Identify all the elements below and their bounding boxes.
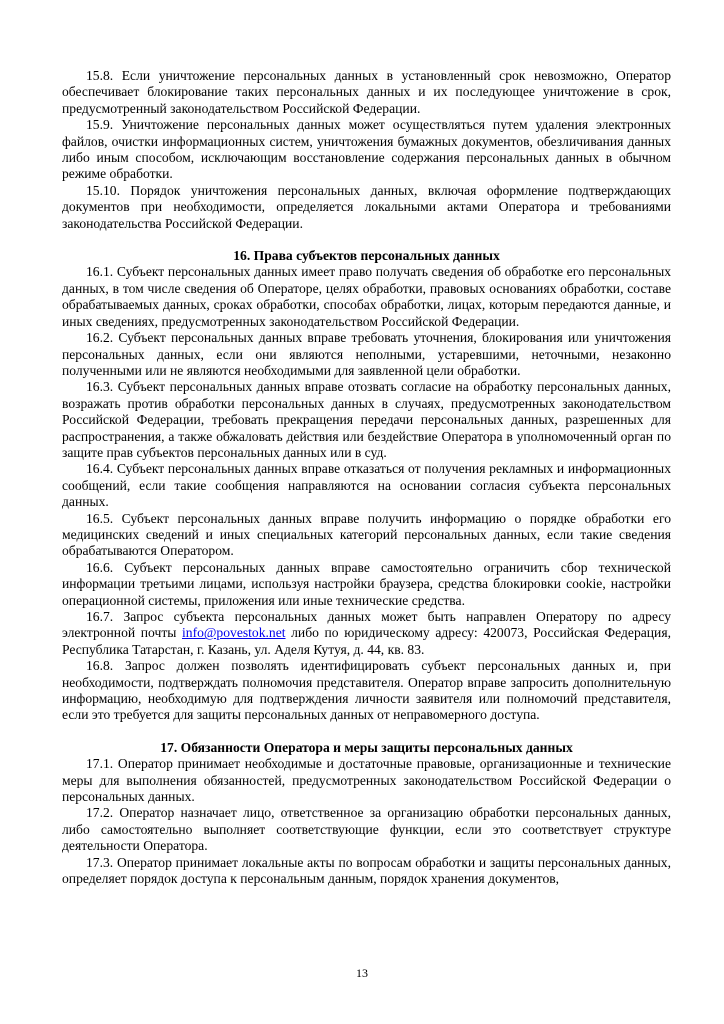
paragraph-16-6: 16.6. Субъект персональных данных вправе самостоятельно ограничить сбор технической информации третьими лицами, используя настройки браузера, средства блокировки cookie, настройки операционной системы, приложения или иные технические средства. (62, 559, 671, 608)
paragraph-17-1: 17.1. Оператор принимает необходимые и достаточные правовые, организационные и технические меры для выполнения обязанностей, предусмотренных законодательством Российской Федерации о персональных данных. (62, 756, 671, 805)
paragraph-16-5: 16.5. Субъект персональных данных вправе получить информацию о порядке обработки его медицинских сведений и иных специальных категорий персональных данных, если такие сведения обрабатываются Оператором. (62, 510, 671, 559)
paragraph-15-9: 15.9. Уничтожение персональных данных может осуществляться путем удаления электронных файлов, очистки информационных систем, уничтожения бумажных документов, обезличивания данных либо иным способом, исключающим восстановление содержания персональных данных в обычном режиме обработки. (62, 117, 671, 182)
section-gap (62, 232, 671, 248)
email-link[interactable]: info@povestok.net (182, 625, 286, 641)
page-number: 13 (356, 966, 368, 980)
paragraph-16-1: 16.1. Субъект персональных данных имеет право получать сведения об обработке его персональных данных, в том числе сведения об Операторе, целях обработки, правовых основаниях обработки, составе обрабатываемых данных, сроках обработки, способах обработки, лицах, которым передаются данные, и иных сведениях, предусмотренных законодательством Российской Федерации. (62, 264, 671, 329)
paragraph-16-2: 16.2. Субъект персональных данных вправе требовать уточнения, блокирования или уничтожения персональных данных, если они являются неполными, устаревшими, неточными, незаконно полученными или не являются необходимыми для заявленной цели обработки. (62, 330, 671, 378)
paragraph-17-2: 17.2. Оператор назначает лицо, ответственное за организацию обработки персональных данных, либо самостоятельно выполняет соответствующие функции, если это соответствует структуре деятельности Оператора. (62, 805, 671, 854)
paragraph-16-7 (62, 609, 671, 658)
paragraph-16-3: 16.3. Субъект персональных данных вправе отозвать согласие на обработку персональных данных, возражать против обработки персональных данных в случаях, предусмотренных законодательством Российской Федерации, требовать прекращения передачи персональных данных, разрешенных для распространения, а также обжаловать действия или бездействие Оператора в уполномоченный орган по защите прав субъектов персональных данных или в суд. (62, 379, 671, 460)
paragraph-15-10: 15.10. Порядок уничтожения персональных данных, включая оформление подтверждающих документов при необходимости, определяется локальными актами Оператора и требованиями законодательства Российской Федерации. (62, 182, 671, 231)
paragraph-16-8: 16.8. Запрос должен позволять идентифицировать субъект персональных данных и, при необходимости, подтверждать полномочия представителя. Оператор вправе запросить дополнительную информацию, необходимую для подтверждения личности заявителя или полномочий представителя, если это требуется для защиты персональных данных от неправомерного доступа. (62, 658, 671, 723)
paragraph-16-4: 16.4. Субъект персональных данных вправе отказаться от получения рекламных и информационных сообщений, если такие сообщения направляются на основании согласия субъекта персональных данных. (62, 461, 671, 510)
section-16-heading: 16. Права субъектов персональных данных (233, 248, 500, 264)
paragraph-15-8: 15.8. Если уничтожение персональных данных в установленный срок невозможно, Оператор обеспечивает блокирование таких персональных данных и их последующее уничтожение в срок, предусмотренный законодательством Российской Федерации. (62, 68, 671, 116)
section-gap (62, 724, 671, 740)
paragraph-16-7-text-end: либо по юридическому адресу: 420073, Российская Федерация, Республика Татарстан, г. Казань, ул. Аделя Кутуя, д. 44, кв. 83. (62, 625, 671, 657)
paragraph-16-7-text-start: 16.7. Запрос субъекта персональных данных может быть направлен Оператору по адресу электронной почты (62, 609, 671, 641)
section-17-heading: 17. Обязанности Оператора и меры защиты персональных данных (160, 739, 573, 755)
paragraph-17-3: 17.3. Оператор принимает локальные акты по вопросам обработки и защиты персональных данных, определяет порядок доступа к персональным данным, порядок хранения документов, (62, 854, 671, 887)
document-body (62, 68, 671, 888)
